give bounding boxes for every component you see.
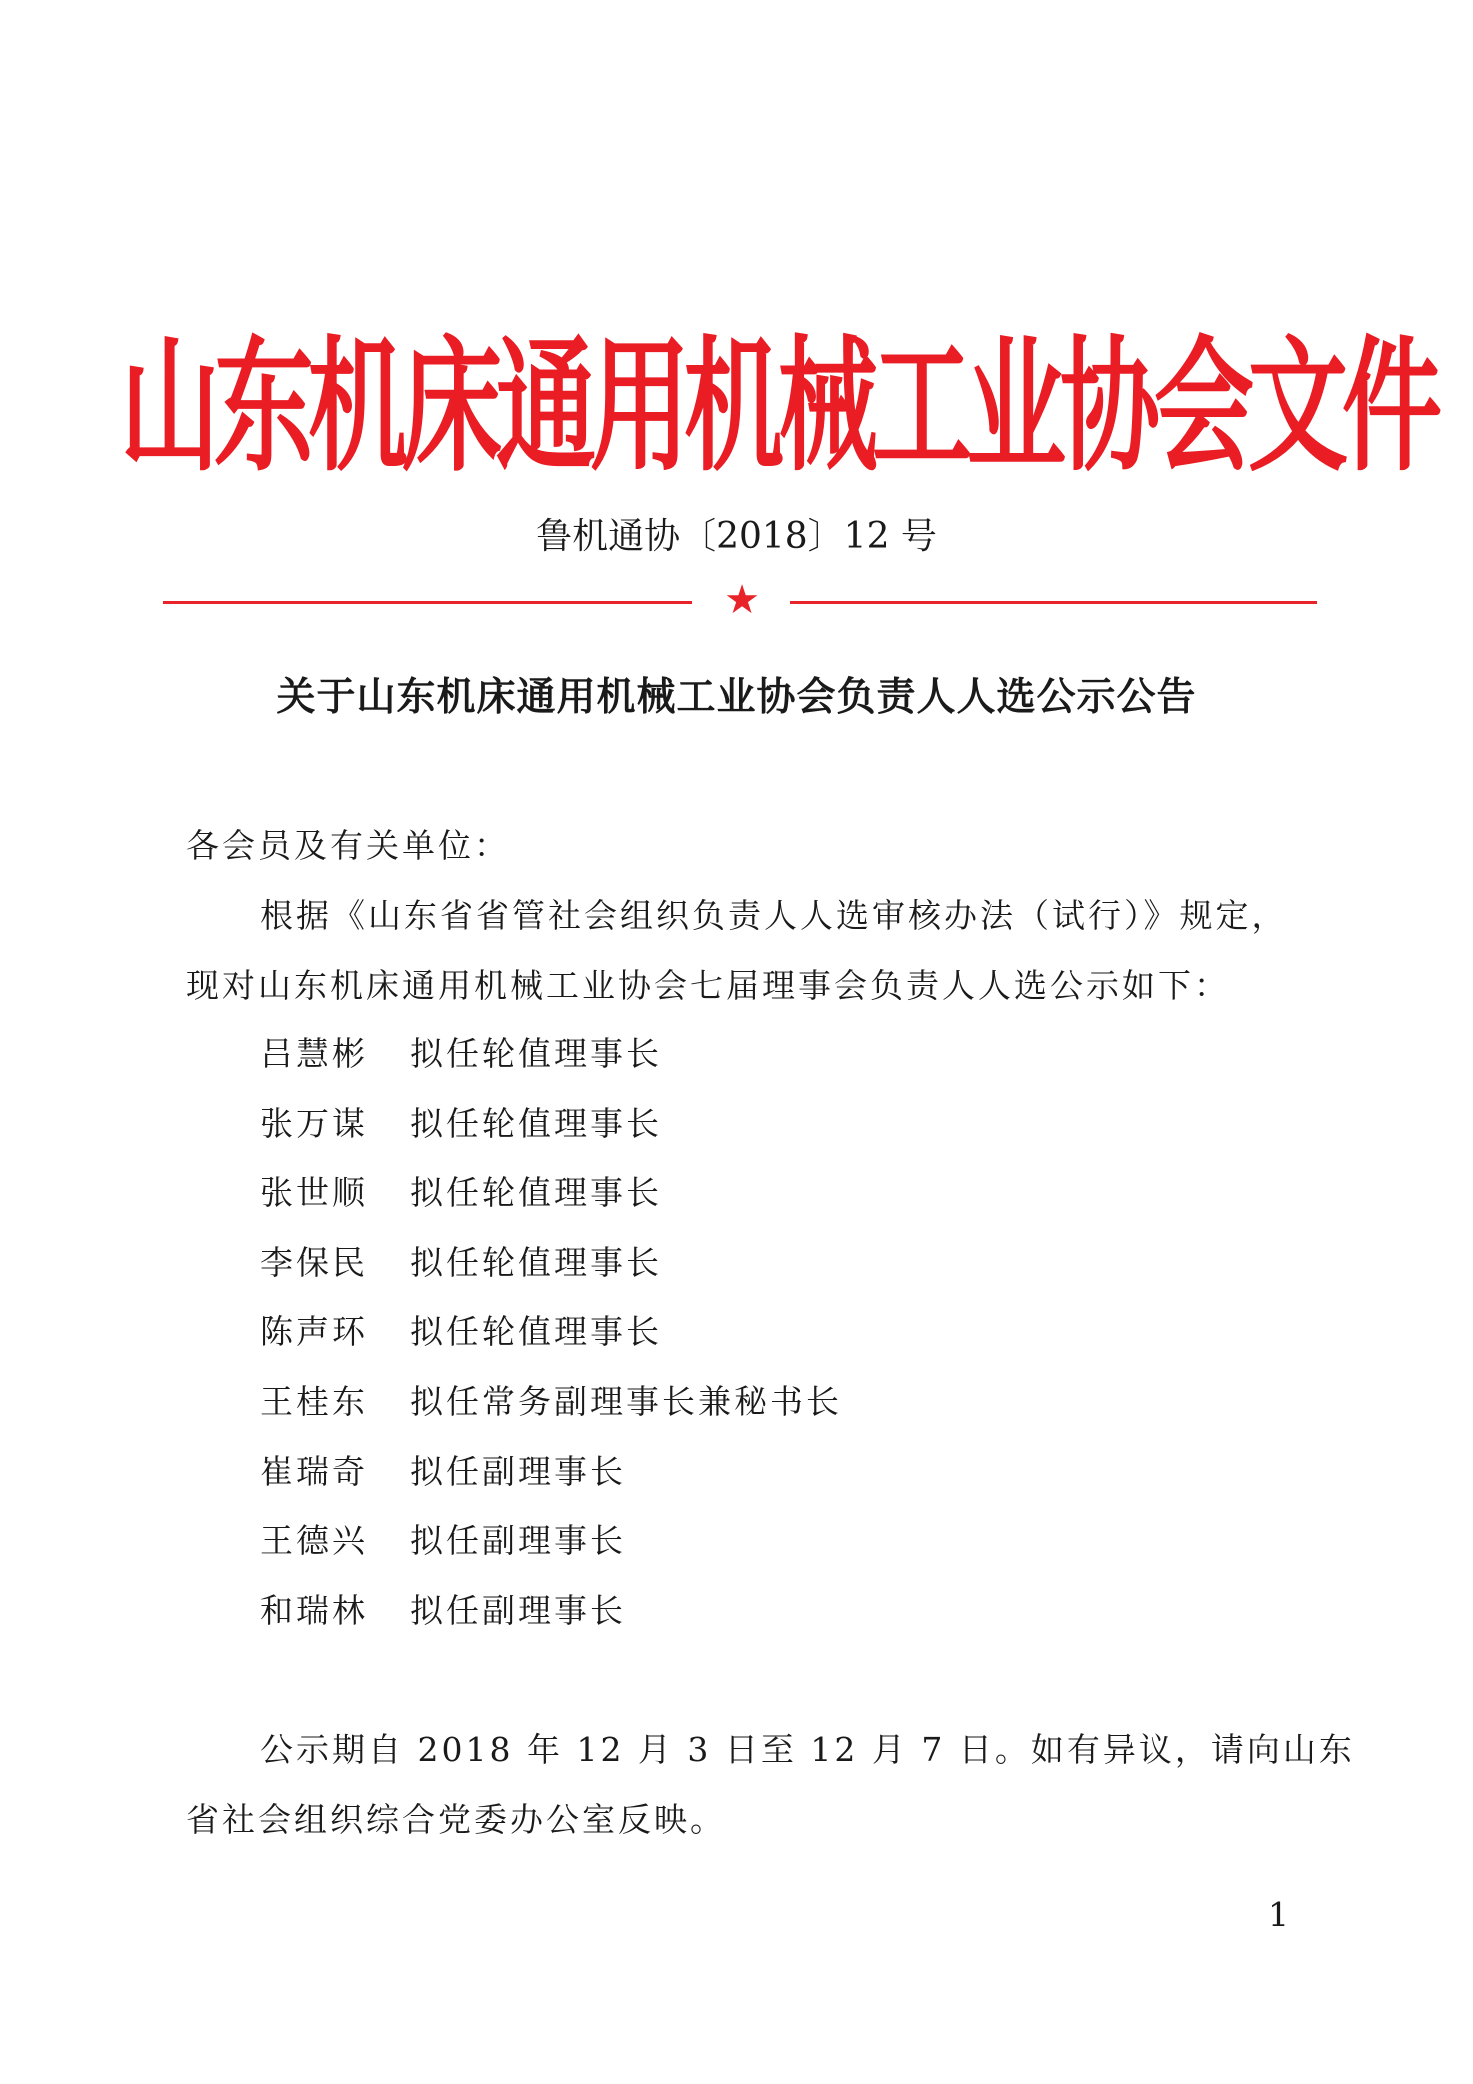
candidate-item: [260, 1030, 842, 1100]
candidate-name: 王德兴: [260, 1521, 368, 1561]
document-number: 鲁机通协〔2018〕12 号: [536, 516, 937, 557]
candidate-item: [260, 1378, 842, 1448]
candidate-item: [260, 1169, 842, 1239]
star-icon: ★: [724, 577, 760, 623]
candidate-item: [260, 1587, 842, 1657]
candidate-name: 张万谋: [260, 1103, 368, 1143]
candidate-name: 陈声环: [260, 1312, 368, 1352]
masthead-title: 山东机床通用机械工业协会文件: [120, 320, 1436, 492]
salutation: 各会员及有关单位：: [186, 826, 510, 865]
candidate-item: [260, 1308, 842, 1378]
candidate-name: 崔瑞奇: [260, 1451, 368, 1491]
red-divider-left: [163, 601, 692, 604]
candidate-name: 和瑞林: [260, 1590, 368, 1630]
candidate-role: 拟任轮值理事长: [410, 1103, 662, 1143]
red-divider-right: [790, 601, 1317, 604]
page-number: 1: [1268, 1895, 1289, 1934]
paragraph-period-line-2: 省社会组织综合党委办公室反映。: [186, 1800, 726, 1839]
candidate-item: [260, 1448, 842, 1518]
candidate-item: [260, 1100, 842, 1170]
candidate-list: [260, 1030, 842, 1656]
candidate-role: 拟任副理事长: [410, 1521, 626, 1561]
candidate-role: 拟任轮值理事长: [410, 1034, 662, 1073]
candidate-name: 李保民: [260, 1242, 368, 1282]
candidate-role: 拟任轮值理事长: [410, 1173, 662, 1213]
candidate-role: 拟任常务副理事长兼秘书长: [410, 1381, 842, 1421]
candidate-role: 拟任副理事长: [410, 1590, 626, 1630]
paragraph-period-line-1: 公示期自 2018 年 12 月 3 日至 12 月 7 日。如有异议，请向山东: [260, 1730, 1355, 1769]
candidate-item: [260, 1517, 842, 1587]
candidate-item: [260, 1239, 842, 1309]
candidate-name: 王桂东: [260, 1381, 368, 1421]
candidate-role: 拟任副理事长: [410, 1451, 626, 1491]
candidate-role: 拟任轮值理事长: [410, 1312, 662, 1352]
candidate-name: 吕慧彬: [260, 1034, 368, 1073]
announcement-title: 关于山东机床通用机械工业协会负责人人选公示公告: [276, 675, 1197, 720]
paragraph-intro-line-2: 现对山东机床通用机械工业协会七届理事会负责人人选公示如下：: [186, 966, 1230, 1005]
candidate-role: 拟任轮值理事长: [410, 1242, 662, 1282]
paragraph-intro-line-1: 根据《山东省省管社会组织负责人人选审核办法（试行）》规定，: [260, 896, 1288, 935]
candidate-name: 张世顺: [260, 1173, 368, 1213]
